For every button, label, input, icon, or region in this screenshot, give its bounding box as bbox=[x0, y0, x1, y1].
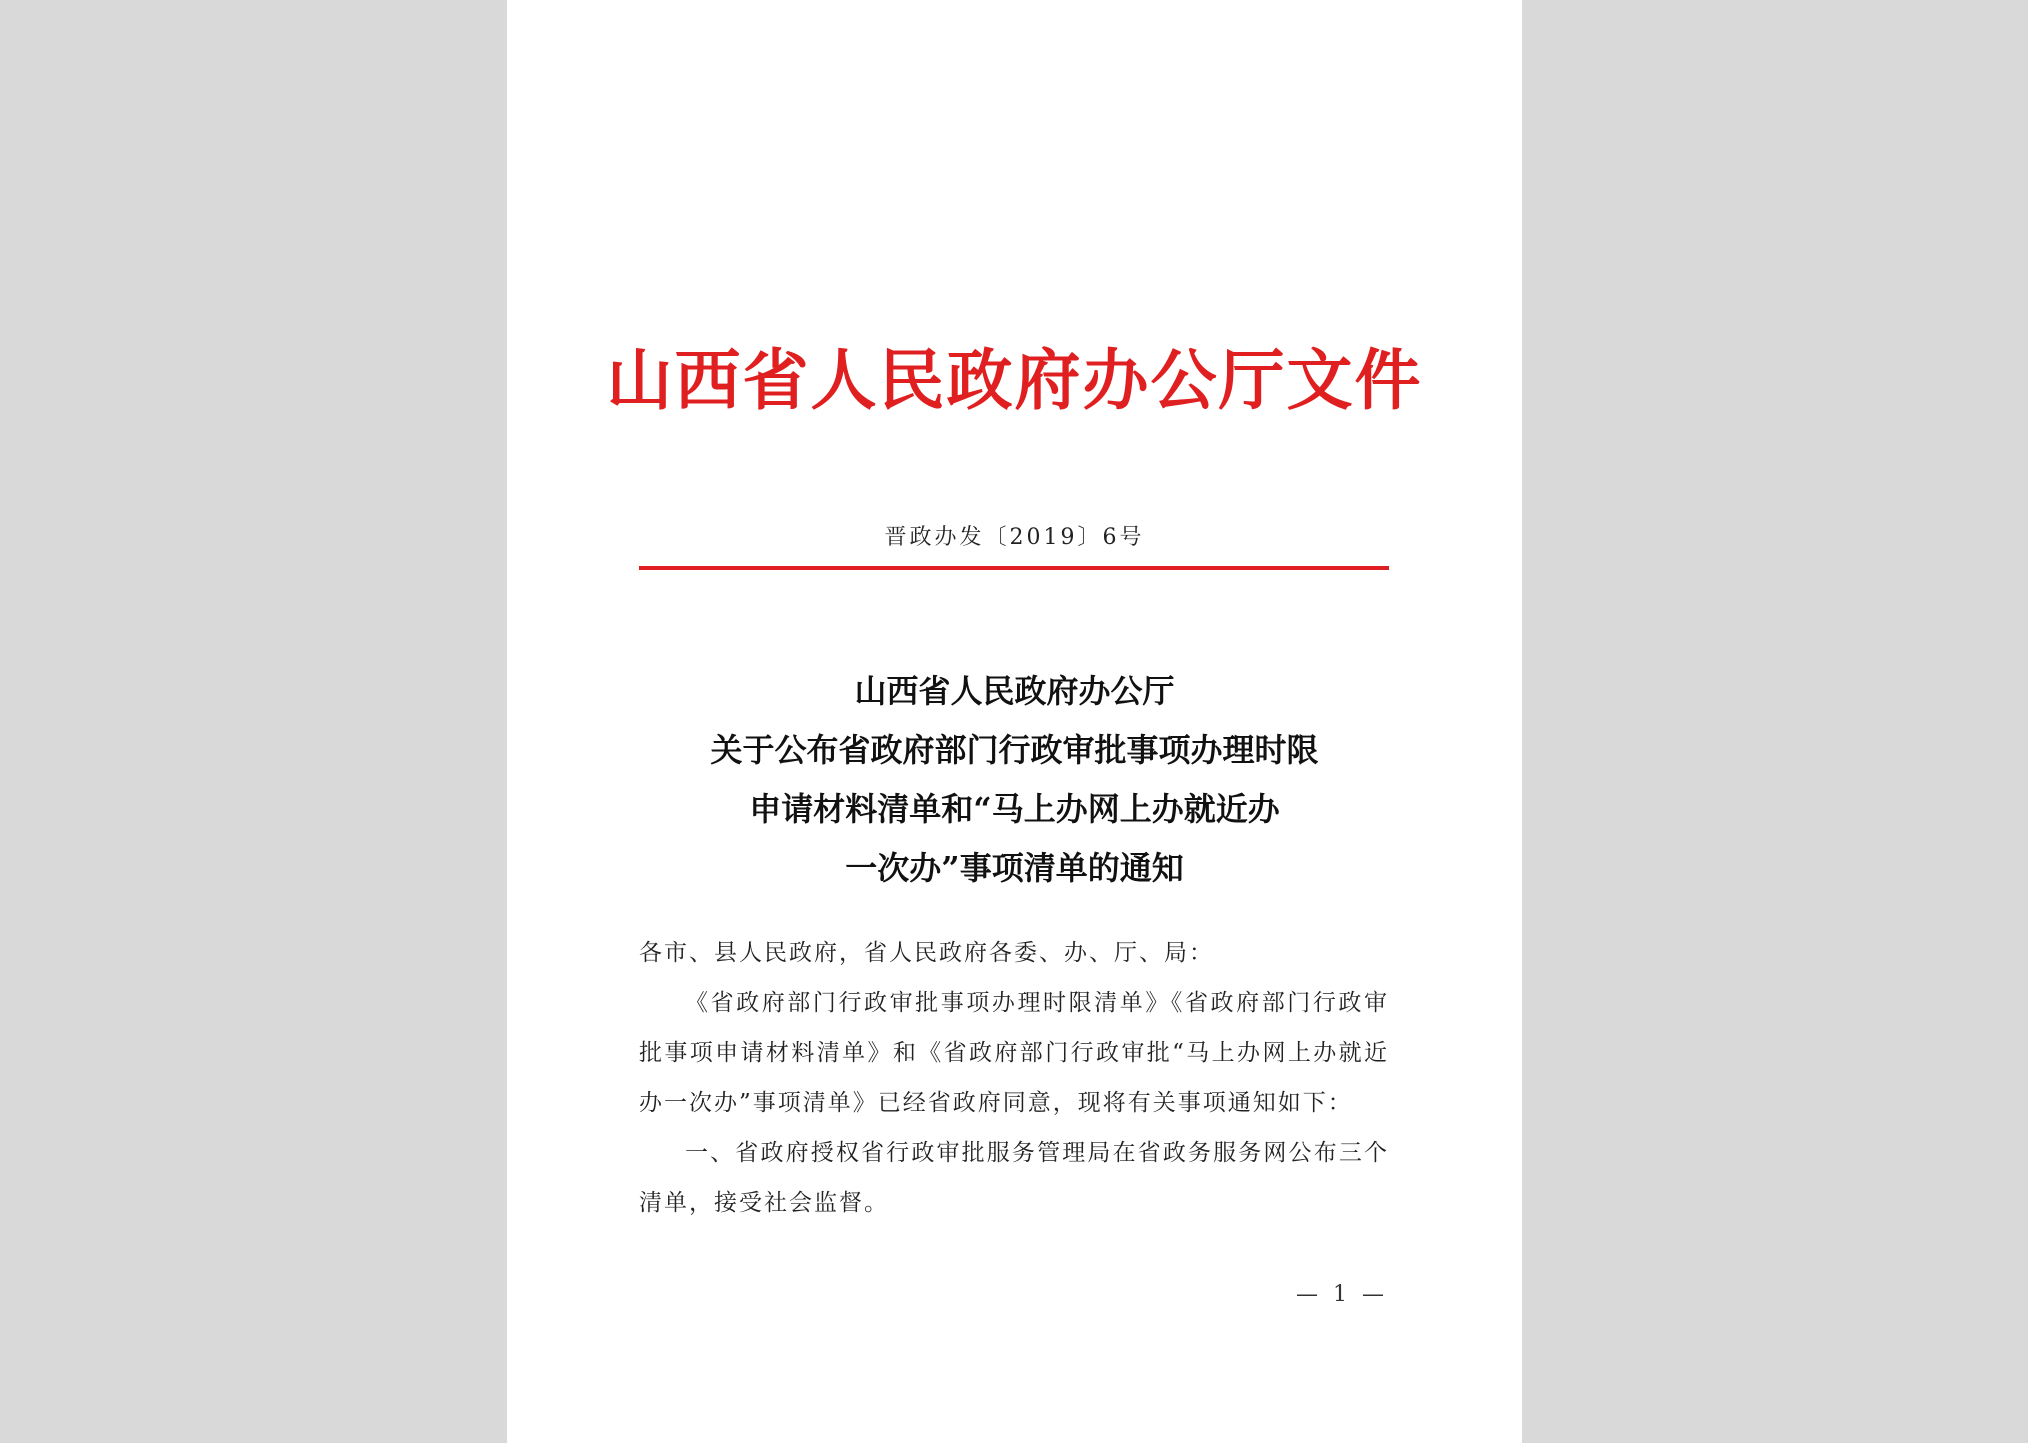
page-number: — 1 — bbox=[1296, 1282, 1388, 1307]
title-line: 山西省人民政府办公厅 bbox=[854, 672, 1175, 710]
salutation: 各市、县人民政府，省人民政府各委、办、厅、局： bbox=[639, 940, 1214, 966]
document-body bbox=[639, 928, 1389, 1228]
document-page bbox=[507, 0, 1522, 1443]
title-line: 一次办”事项清单的通知 bbox=[845, 849, 1184, 887]
document-masthead: 山西省人民政府办公厅文件 bbox=[606, 341, 1423, 419]
document-title bbox=[507, 662, 1522, 898]
document-number: 晋政办发〔2019〕6号 bbox=[884, 525, 1145, 550]
title-line: 关于公布省政府部门行政审批事项办理时限 bbox=[710, 731, 1319, 769]
red-divider-line bbox=[639, 566, 1389, 570]
body-paragraph: 《省政府部门行政审批事项办理时限清单》《省政府部门行政审批事项申请材料清单》和《省政府部门行政审批“马上办网上办就近办一次办”事项清单》已经省政府同意，现将有关事项通知如下： bbox=[639, 990, 1389, 1116]
body-paragraph: 一、省政府授权省行政审批服务管理局在省政务服务网公布三个清单，接受社会监督。 bbox=[639, 1140, 1389, 1216]
title-line: 申请材料清单和“马上办网上办就近办 bbox=[749, 790, 1280, 828]
